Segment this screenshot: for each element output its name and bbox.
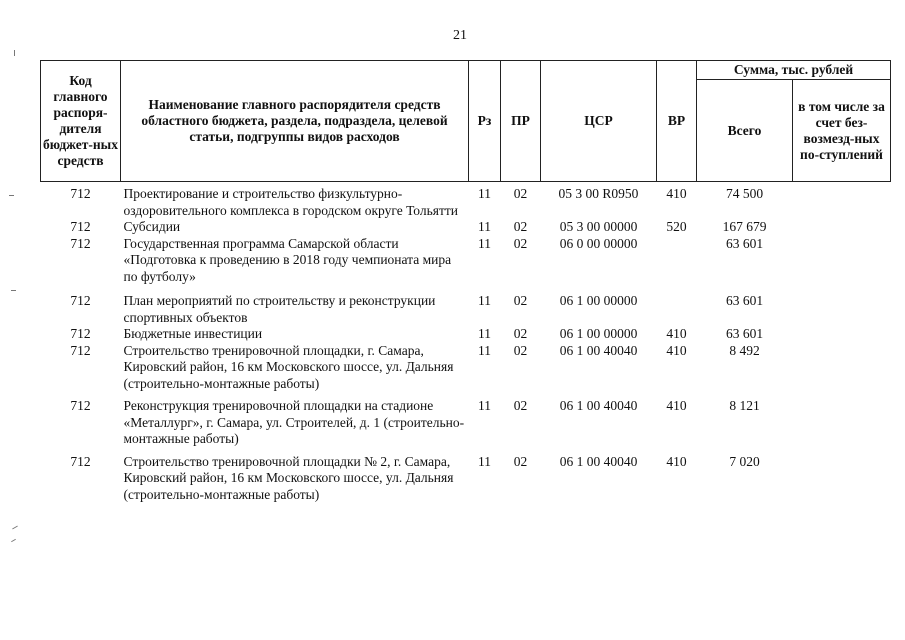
- cell-csr: 05 3 00 R0950: [558, 186, 639, 201]
- scan-mark: [9, 195, 14, 196]
- cell-name: Бюджетные инвестиции: [123, 326, 263, 341]
- table-row: [41, 182, 891, 220]
- cell-name: План мероприятий по строительству и реконструкции спортивных объектов: [123, 293, 436, 325]
- cell-total: 63 601: [725, 293, 764, 308]
- cell-csr: 06 1 00 40040: [559, 453, 638, 469]
- budget-table: [40, 60, 891, 503]
- cell-vr: 410: [666, 453, 687, 469]
- cell-pr: 02: [513, 235, 528, 251]
- cell-vr: 410: [666, 342, 687, 358]
- cell-csr: 05 3 00 00000: [559, 219, 638, 234]
- cell-csr: 06 1 00 40040: [559, 342, 638, 358]
- scan-mark: [11, 290, 16, 291]
- table-row: [41, 392, 891, 448]
- cell-rz: 11: [478, 219, 491, 234]
- cell-rz: 11: [478, 453, 491, 469]
- header-pr: ПР: [501, 61, 541, 182]
- cell-rz: 11: [478, 398, 491, 413]
- cell-code: 712: [70, 453, 91, 469]
- cell-total: 74 500: [725, 186, 764, 201]
- header-rz: Рз: [469, 61, 501, 182]
- cell-incl: [793, 219, 891, 236]
- cell-csr: 06 1 00 00000: [559, 326, 638, 341]
- cell-incl: [793, 343, 891, 393]
- cell-pr: 02: [513, 326, 528, 341]
- header-csr: ЦСР: [541, 61, 657, 182]
- cell-vr: [657, 285, 697, 326]
- cell-code: 712: [70, 235, 91, 251]
- cell-incl: [793, 236, 891, 286]
- cell-name: Государственная программа Самарской области «Подготовка к проведению в 2018 году чемпионата мира по футболу»: [123, 235, 452, 284]
- cell-vr: 520: [666, 219, 687, 234]
- cell-total: 7 020: [729, 453, 760, 469]
- cell-rz: 11: [478, 342, 491, 358]
- cell-vr: 410: [666, 326, 687, 341]
- cell-csr: 06 1 00 40040: [559, 398, 638, 413]
- table-row: [41, 448, 891, 504]
- cell-code: 712: [70, 186, 91, 201]
- cell-pr: 02: [513, 342, 528, 358]
- cell-vr: 410: [666, 186, 687, 201]
- cell-code: 712: [70, 219, 91, 234]
- cell-csr: 06 0 00 00000: [559, 235, 638, 251]
- header-code: Код главного распоря-дителя бюджет-ных средств: [41, 61, 121, 182]
- cell-name: Строительство тренировочной площадки, г. Самара, Кировский район, 16 км Московского шоссе, ул. Дальняя (строительно-монтажные работы): [123, 342, 454, 391]
- cell-incl: [793, 285, 891, 326]
- cell-rz: 11: [478, 326, 491, 341]
- table-row: [41, 285, 891, 326]
- header-incl: в том числе за счет без-возмезд-ных по-ступлений: [793, 80, 891, 182]
- table-row: [41, 343, 891, 393]
- cell-incl: [793, 392, 891, 448]
- cell-pr: 02: [513, 186, 528, 201]
- cell-name: Субсидии: [123, 219, 181, 234]
- cell-total: 63 601: [725, 326, 764, 341]
- scan-mark: [12, 526, 18, 530]
- cell-rz: 11: [478, 235, 491, 251]
- cell-incl: [793, 182, 891, 220]
- header-total: Всего: [697, 80, 793, 182]
- cell-pr: 02: [513, 398, 528, 413]
- header-name: Наименование главного распорядителя средств областного бюджета, раздела, подраздела, целевой статьи, подгруппы видов расходов: [121, 61, 469, 182]
- cell-vr: [657, 236, 697, 286]
- cell-rz: 11: [478, 293, 491, 308]
- cell-name: Строительство тренировочной площадки № 2, г. Самара, Кировский район, 16 км Московского шоссе, ул. Дальняя (строительно-монтажные работы): [123, 453, 454, 502]
- cell-csr: 06 1 00 00000: [559, 293, 638, 308]
- cell-total: 8 121: [729, 398, 760, 413]
- cell-incl: [793, 448, 891, 504]
- cell-name: Проектирование и строительство физкультурно-оздоровительного комплекса в городском округе Тольятти: [123, 186, 458, 218]
- header-sum: Сумма, тыс. рублей: [697, 61, 891, 80]
- cell-total: 8 492: [729, 342, 760, 358]
- cell-pr: 02: [513, 453, 528, 469]
- cell-rz: 11: [478, 186, 491, 201]
- table-row: [41, 236, 891, 286]
- table-row: [41, 326, 891, 343]
- table-row: [41, 219, 891, 236]
- cell-incl: [793, 326, 891, 343]
- page-number: 21: [453, 28, 467, 43]
- cell-total: 63 601: [725, 235, 764, 251]
- cell-code: 712: [70, 326, 91, 341]
- cell-pr: 02: [513, 219, 528, 234]
- cell-vr: 410: [666, 398, 687, 413]
- cell-code: 712: [70, 293, 91, 308]
- scan-mark: [14, 50, 15, 56]
- cell-code: 712: [70, 398, 91, 413]
- cell-pr: 02: [513, 293, 528, 308]
- cell-name: Реконструкция тренировочной площадки на стадионе «Металлург», г. Самара, ул. Строителей, д. 1 (строительно-монтажные работы): [123, 398, 465, 446]
- scan-mark: [11, 539, 16, 542]
- header-vr: ВР: [657, 61, 697, 182]
- cell-total: 167 679: [722, 219, 767, 234]
- cell-code: 712: [70, 342, 91, 358]
